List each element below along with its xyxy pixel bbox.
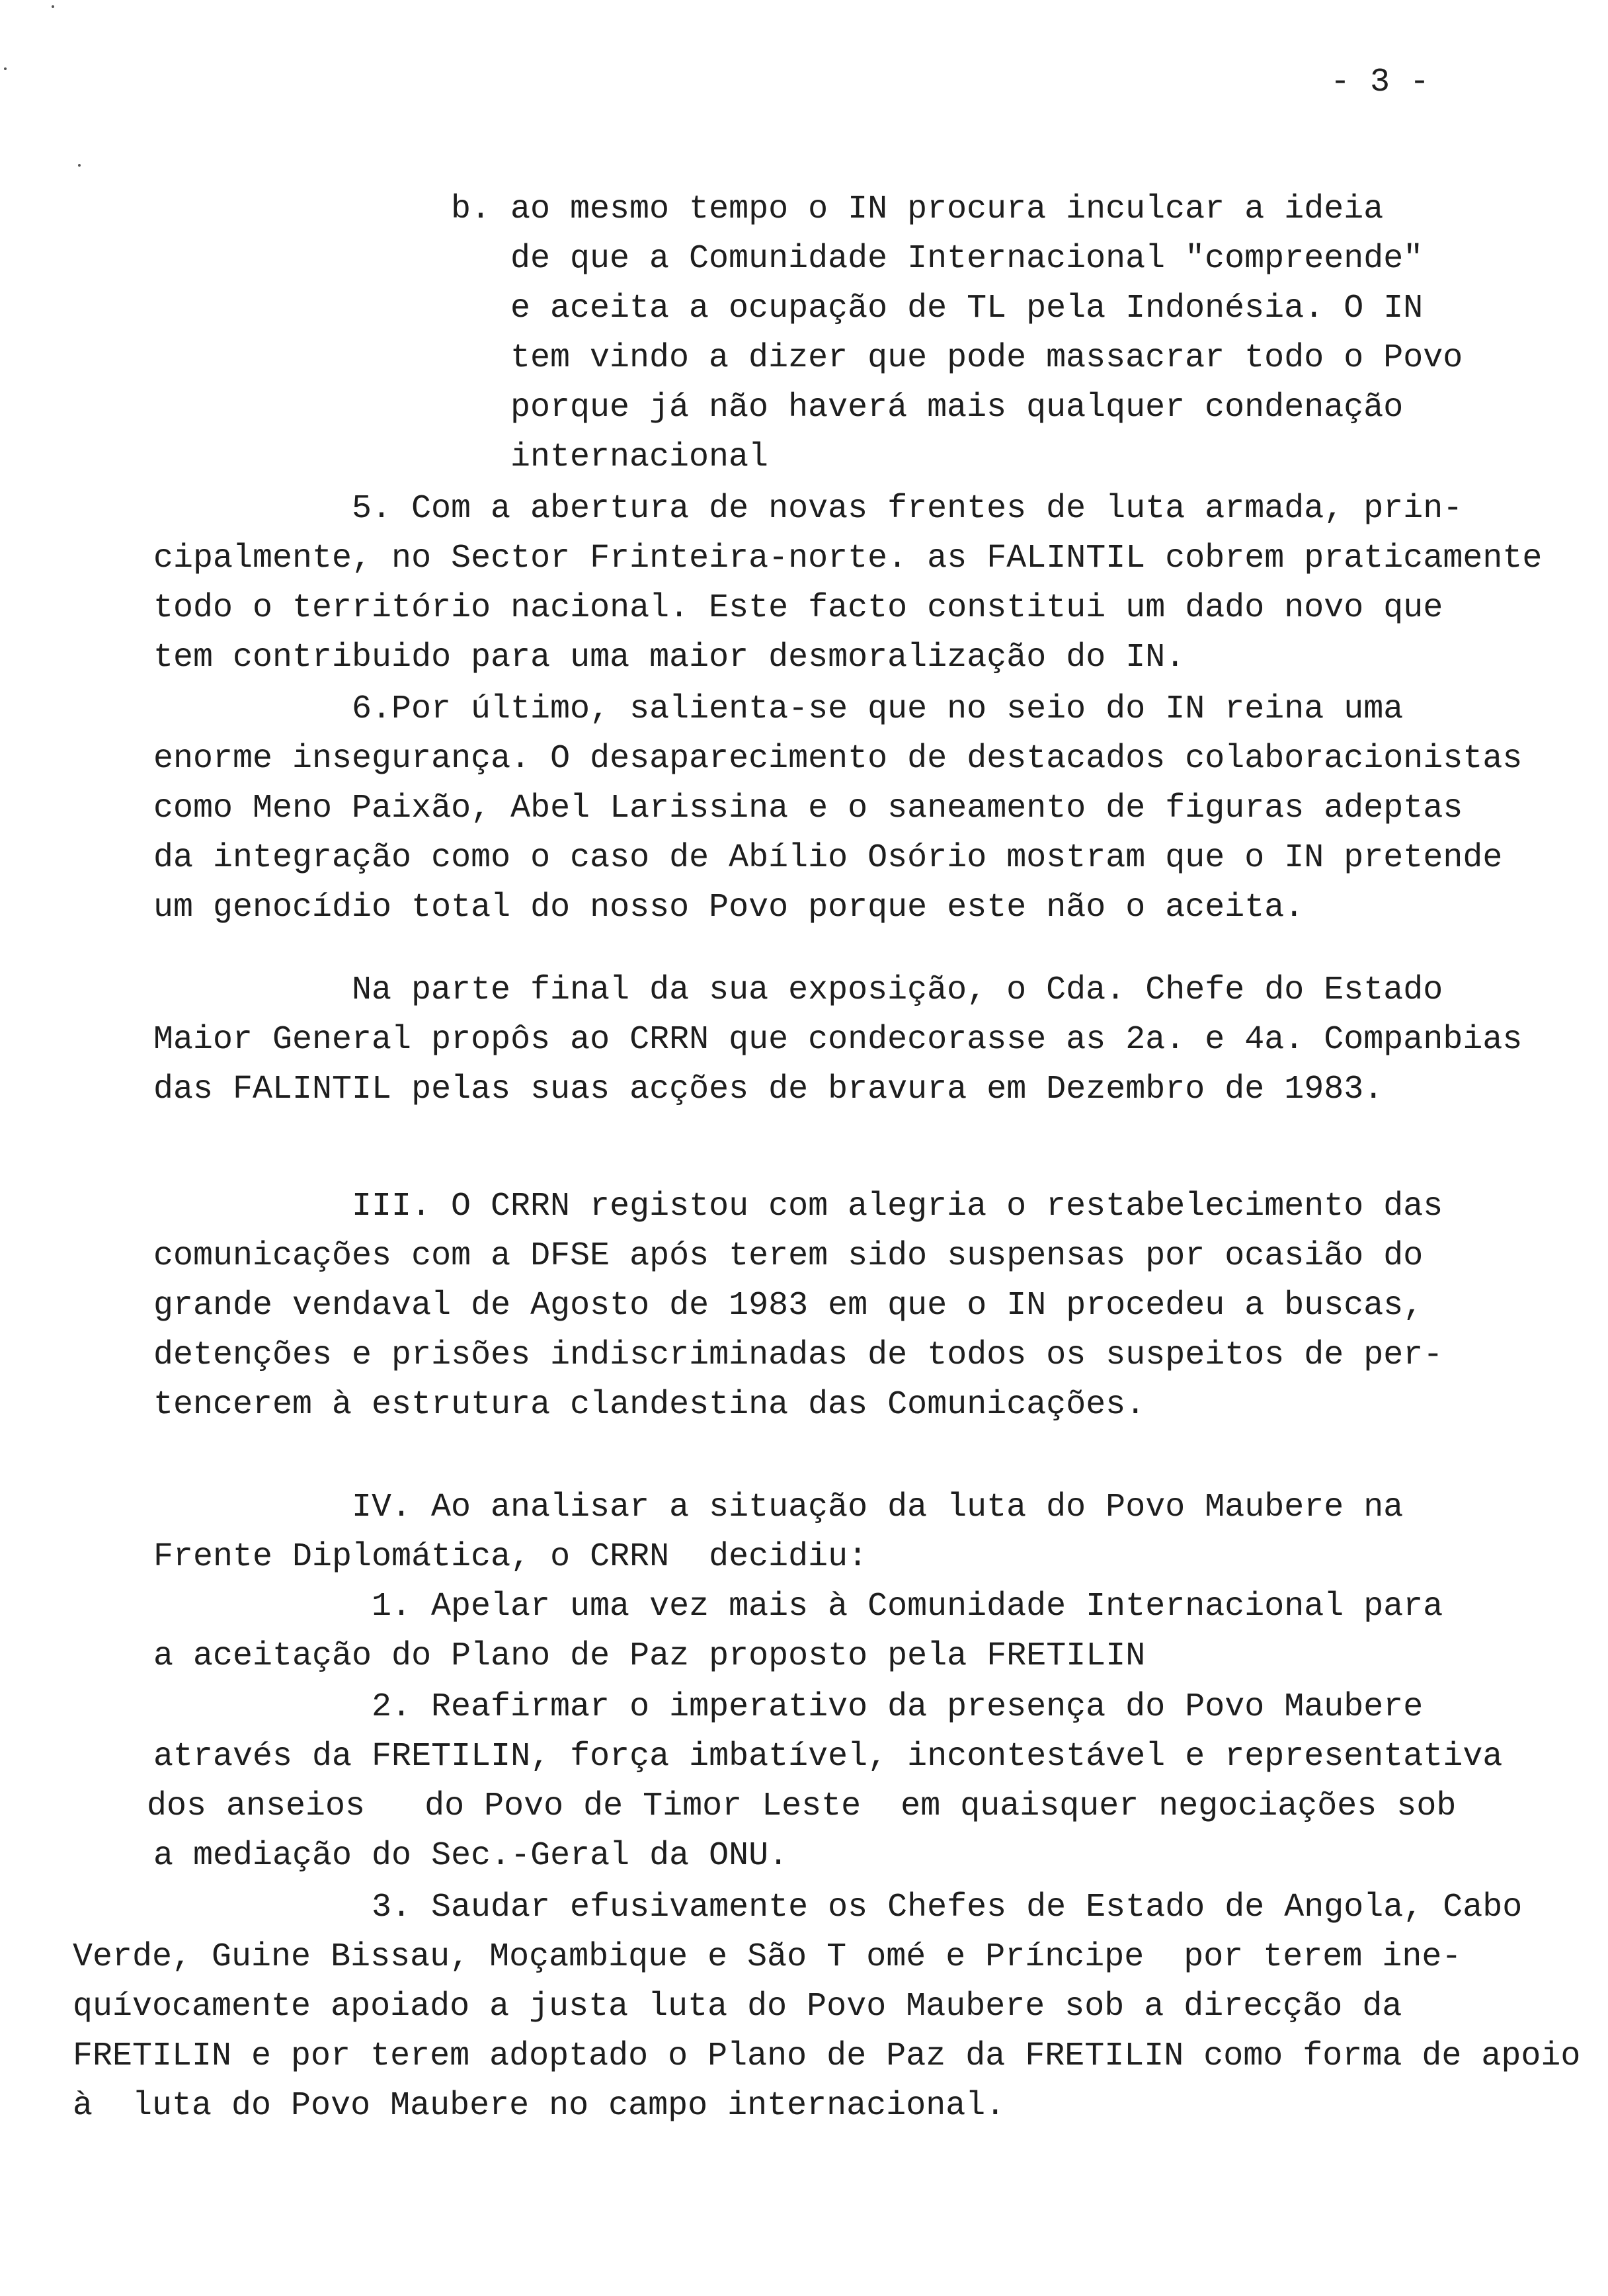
section-iii-line: detenções e prisões indiscriminadas de todos os suspeitos de per- [153,1336,1443,1374]
section-iii-line: grande vendaval de Agosto de 1983 em que o IN procedeu a buscas, [153,1287,1424,1325]
item-5-line: tem contribuido para uma maior desmoralização do IN. [153,639,1186,676]
section-iv-line: IV. Ao analisar a situação da luta do Povo Maubere na [352,1489,1404,1526]
item-6-line: um genocídio total do nosso Povo porque este não o aceita. [153,889,1305,926]
scan-speck [52,5,54,8]
item-b-line: internacional [510,438,769,476]
iv-item-3-line: à luta do Povo Maubere no campo internacional. [73,2087,1006,2125]
iv-item-2-line: através da FRETILIN, força imbatível, incontestável e representativa [153,1738,1503,1776]
section-iii-line: tencerem à estrutura clandestina das Comunicações. [153,1386,1146,1424]
item-6-line: enorme insegurança. O desaparecimento de destacados colaboracionistas [153,740,1523,778]
section-iii-line: comunicações com a DFSE após terem sido suspensas por ocasião do [153,1237,1424,1275]
final-part-line: Maior General propôs ao CRRN que condecorasse as 2a. e 4a. Companbias [153,1021,1523,1059]
iv-item-3-line: FRETILIN e por terem adoptado o Plano de Paz da FRETILIN como forma de apoio [73,2037,1581,2075]
iv-item-2-line: 2. Reafirmar o imperativo da presença do Povo Maubere [372,1688,1424,1726]
item-b-line: b. ao mesmo tempo o IN procura inculcar a ideia [451,190,1384,228]
iv-item-3-line: quívocamente apoiado a justa luta do Povo Maubere sob a direcção da [73,1988,1402,2026]
item-5-line: 5. Com a abertura de novas frentes de luta armada, prin- [352,490,1463,528]
iv-item-3-line: 3. Saudar efusivamente os Chefes de Estado de Angola, Cabo [372,1889,1523,1926]
section-iii-line: III. O CRRN registou com alegria o restabelecimento das [352,1188,1443,1225]
item-5-line: cipalmente, no Sector Frinteira-norte. as FALINTIL cobrem praticamente [153,540,1543,577]
iv-item-2-line: dos anseios do Povo de Timor Leste em quaisquer negociações sob [147,1787,1457,1825]
item-b-line: porque já não haverá mais qualquer condenação [510,389,1404,427]
item-5-line: todo o território nacional. Este facto constitui um dado novo que [153,589,1443,627]
item-6-line: da integração como o caso de Abílio Osório mostram que o IN pretende [153,839,1503,877]
final-part-line: Na parte final da sua exposição, o Cda. Chefe do Estado [352,971,1443,1009]
scan-speck [78,164,81,167]
page-number: - 3 - [1330,63,1430,101]
scan-speck [4,67,7,70]
item-6-line: 6.Por último, salienta-se que no seio do IN reina uma [352,690,1404,728]
iv-item-1-line: 1. Apelar uma vez mais à Comunidade Internacional para [372,1588,1443,1625]
item-b-line: de que a Comunidade Internacional "compreende" [510,240,1424,278]
final-part-line: das FALINTIL pelas suas acções de bravura em Dezembro de 1983. [153,1071,1384,1108]
iv-item-1-line: a aceitação do Plano de Paz proposto pela FRETILIN [153,1637,1146,1675]
item-b-line: tem vindo a dizer que pode massacrar todo o Povo [510,339,1463,377]
item-6-line: como Meno Paixão, Abel Larissina e o saneamento de figuras adeptas [153,790,1463,827]
iv-item-2-line: a mediação do Sec.-Geral da ONU. [153,1837,789,1875]
item-b-line: e aceita a ocupação de TL pela Indonésia. O IN [510,290,1424,327]
section-iv-line: Frente Diplomática, o CRRN decidiu: [153,1538,868,1576]
iv-item-3-line: Verde, Guine Bissau, Moçambique e São T omé e Príncipe por terem ine- [73,1938,1462,1976]
